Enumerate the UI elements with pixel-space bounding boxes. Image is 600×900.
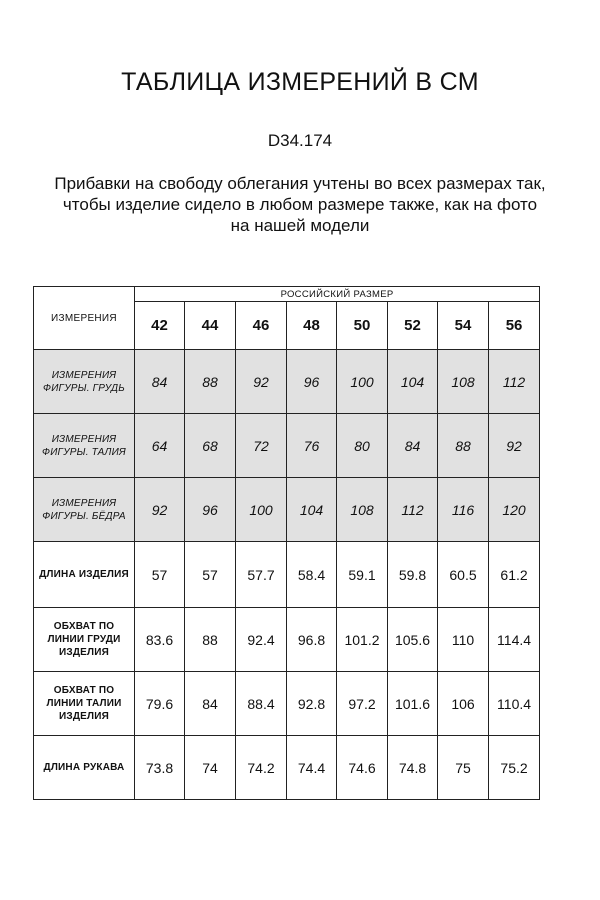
table-row (34, 414, 540, 478)
value-cell: 84 (185, 672, 236, 736)
table-row (34, 736, 540, 800)
table-row (34, 478, 540, 542)
row-label (34, 478, 135, 542)
value-cell: 97.2 (337, 672, 388, 736)
value-cell: 88 (185, 608, 236, 672)
fit-note-line: Прибавки на свободу облегания учтены во всех размерах так, (54, 174, 546, 193)
row-label-line: ИЗДЕЛИЯ (58, 711, 110, 722)
value-cell: 110 (438, 608, 489, 672)
value-cell: 59.1 (337, 542, 388, 608)
value-cell: 74.2 (236, 736, 287, 800)
table-row (34, 608, 540, 672)
table-row (34, 542, 540, 608)
value-cell: 88 (438, 414, 489, 478)
size-header-cell: 44 (185, 302, 236, 350)
value-cell: 64 (135, 414, 185, 478)
value-cell: 114.4 (489, 608, 540, 672)
row-label (34, 608, 135, 672)
row-label-line: ИЗМЕРЕНИЯ (51, 369, 117, 381)
value-cell: 74.4 (287, 736, 337, 800)
value-cell: 73.8 (135, 736, 185, 800)
value-cell: 74.8 (388, 736, 438, 800)
value-cell: 101.2 (337, 608, 388, 672)
value-cell: 112 (489, 350, 540, 414)
value-cell: 57 (135, 542, 185, 608)
value-cell: 75.2 (489, 736, 540, 800)
value-cell: 96 (287, 350, 337, 414)
row-label-line: ФИГУРЫ. ТАЛИЯ (42, 446, 126, 458)
russian-size-header: РОССИЙСКИЙ РАЗМЕР (135, 287, 540, 302)
size-header-cell: 46 (236, 302, 287, 350)
row-label-line: ФИГУРЫ. БЁДРА (42, 510, 126, 522)
value-cell: 92 (135, 478, 185, 542)
value-cell: 101.6 (388, 672, 438, 736)
value-cell: 75 (438, 736, 489, 800)
row-label (34, 350, 135, 414)
fit-note-line: чтобы изделие сидело в любом размере также, как на фото (62, 195, 538, 214)
row-label-line: ДЛИНА ИЗДЕЛИЯ (39, 569, 129, 580)
value-cell: 108 (337, 478, 388, 542)
row-label (34, 736, 135, 800)
row-label-line: ИЗМЕРЕНИЯ (51, 433, 117, 445)
value-cell: 100 (236, 478, 287, 542)
row-label-line: ОБХВАТ ПО (53, 685, 115, 696)
row-label-line: ИЗМЕРЕНИЯ (51, 497, 117, 509)
value-cell: 120 (489, 478, 540, 542)
value-cell: 106 (438, 672, 489, 736)
value-cell: 83.6 (135, 608, 185, 672)
value-cell: 76 (287, 414, 337, 478)
value-cell: 84 (388, 414, 438, 478)
value-cell: 57.7 (236, 542, 287, 608)
value-cell: 57 (185, 542, 236, 608)
page-title: ТАБЛИЦА ИЗМЕРЕНИЙ В СМ (121, 68, 479, 96)
value-cell: 74 (185, 736, 236, 800)
value-cell: 108 (438, 350, 489, 414)
row-label-line: ФИГУРЫ. ГРУДЬ (43, 382, 125, 394)
value-cell: 92 (236, 350, 287, 414)
value-cell: 80 (337, 414, 388, 478)
value-cell: 92.8 (287, 672, 337, 736)
size-header-cell: 54 (438, 302, 489, 350)
value-cell: 104 (388, 350, 438, 414)
value-cell: 74.6 (337, 736, 388, 800)
row-label-line: ЛИНИИ ГРУДИ (47, 634, 121, 645)
size-header-cell: 48 (287, 302, 337, 350)
row-label-line: ОБХВАТ ПО (53, 621, 115, 632)
value-cell: 112 (388, 478, 438, 542)
value-cell: 88.4 (236, 672, 287, 736)
value-cell: 104 (287, 478, 337, 542)
fit-note (0, 173, 600, 236)
table-row (34, 672, 540, 736)
row-label (34, 414, 135, 478)
value-cell: 84 (135, 350, 185, 414)
value-cell: 96.8 (287, 608, 337, 672)
size-header-cell: 56 (489, 302, 540, 350)
value-cell: 68 (185, 414, 236, 478)
fit-note-line: на нашей модели (230, 216, 370, 235)
size-table (33, 286, 540, 800)
value-cell: 79.6 (135, 672, 185, 736)
value-cell: 59.8 (388, 542, 438, 608)
value-cell: 72 (236, 414, 287, 478)
value-cell: 61.2 (489, 542, 540, 608)
value-cell: 92 (489, 414, 540, 478)
value-cell: 96 (185, 478, 236, 542)
value-cell: 92.4 (236, 608, 287, 672)
row-label-line: ИЗДЕЛИЯ (58, 647, 110, 658)
size-header-cell: 42 (135, 302, 185, 350)
value-cell: 100 (337, 350, 388, 414)
size-header-cell: 50 (337, 302, 388, 350)
value-cell: 110.4 (489, 672, 540, 736)
measurements-header: ИЗМЕРЕНИЯ (34, 287, 135, 350)
value-cell: 88 (185, 350, 236, 414)
value-cell: 116 (438, 478, 489, 542)
table-row (34, 350, 540, 414)
row-label (34, 542, 135, 608)
row-label (34, 672, 135, 736)
value-cell: 105.6 (388, 608, 438, 672)
size-header-cell: 52 (388, 302, 438, 350)
value-cell: 58.4 (287, 542, 337, 608)
value-cell: 60.5 (438, 542, 489, 608)
row-label-line: ЛИНИИ ТАЛИИ (46, 698, 122, 709)
product-code: D34.174 (267, 131, 333, 150)
row-label-line: ДЛИНА РУКАВА (43, 762, 125, 773)
